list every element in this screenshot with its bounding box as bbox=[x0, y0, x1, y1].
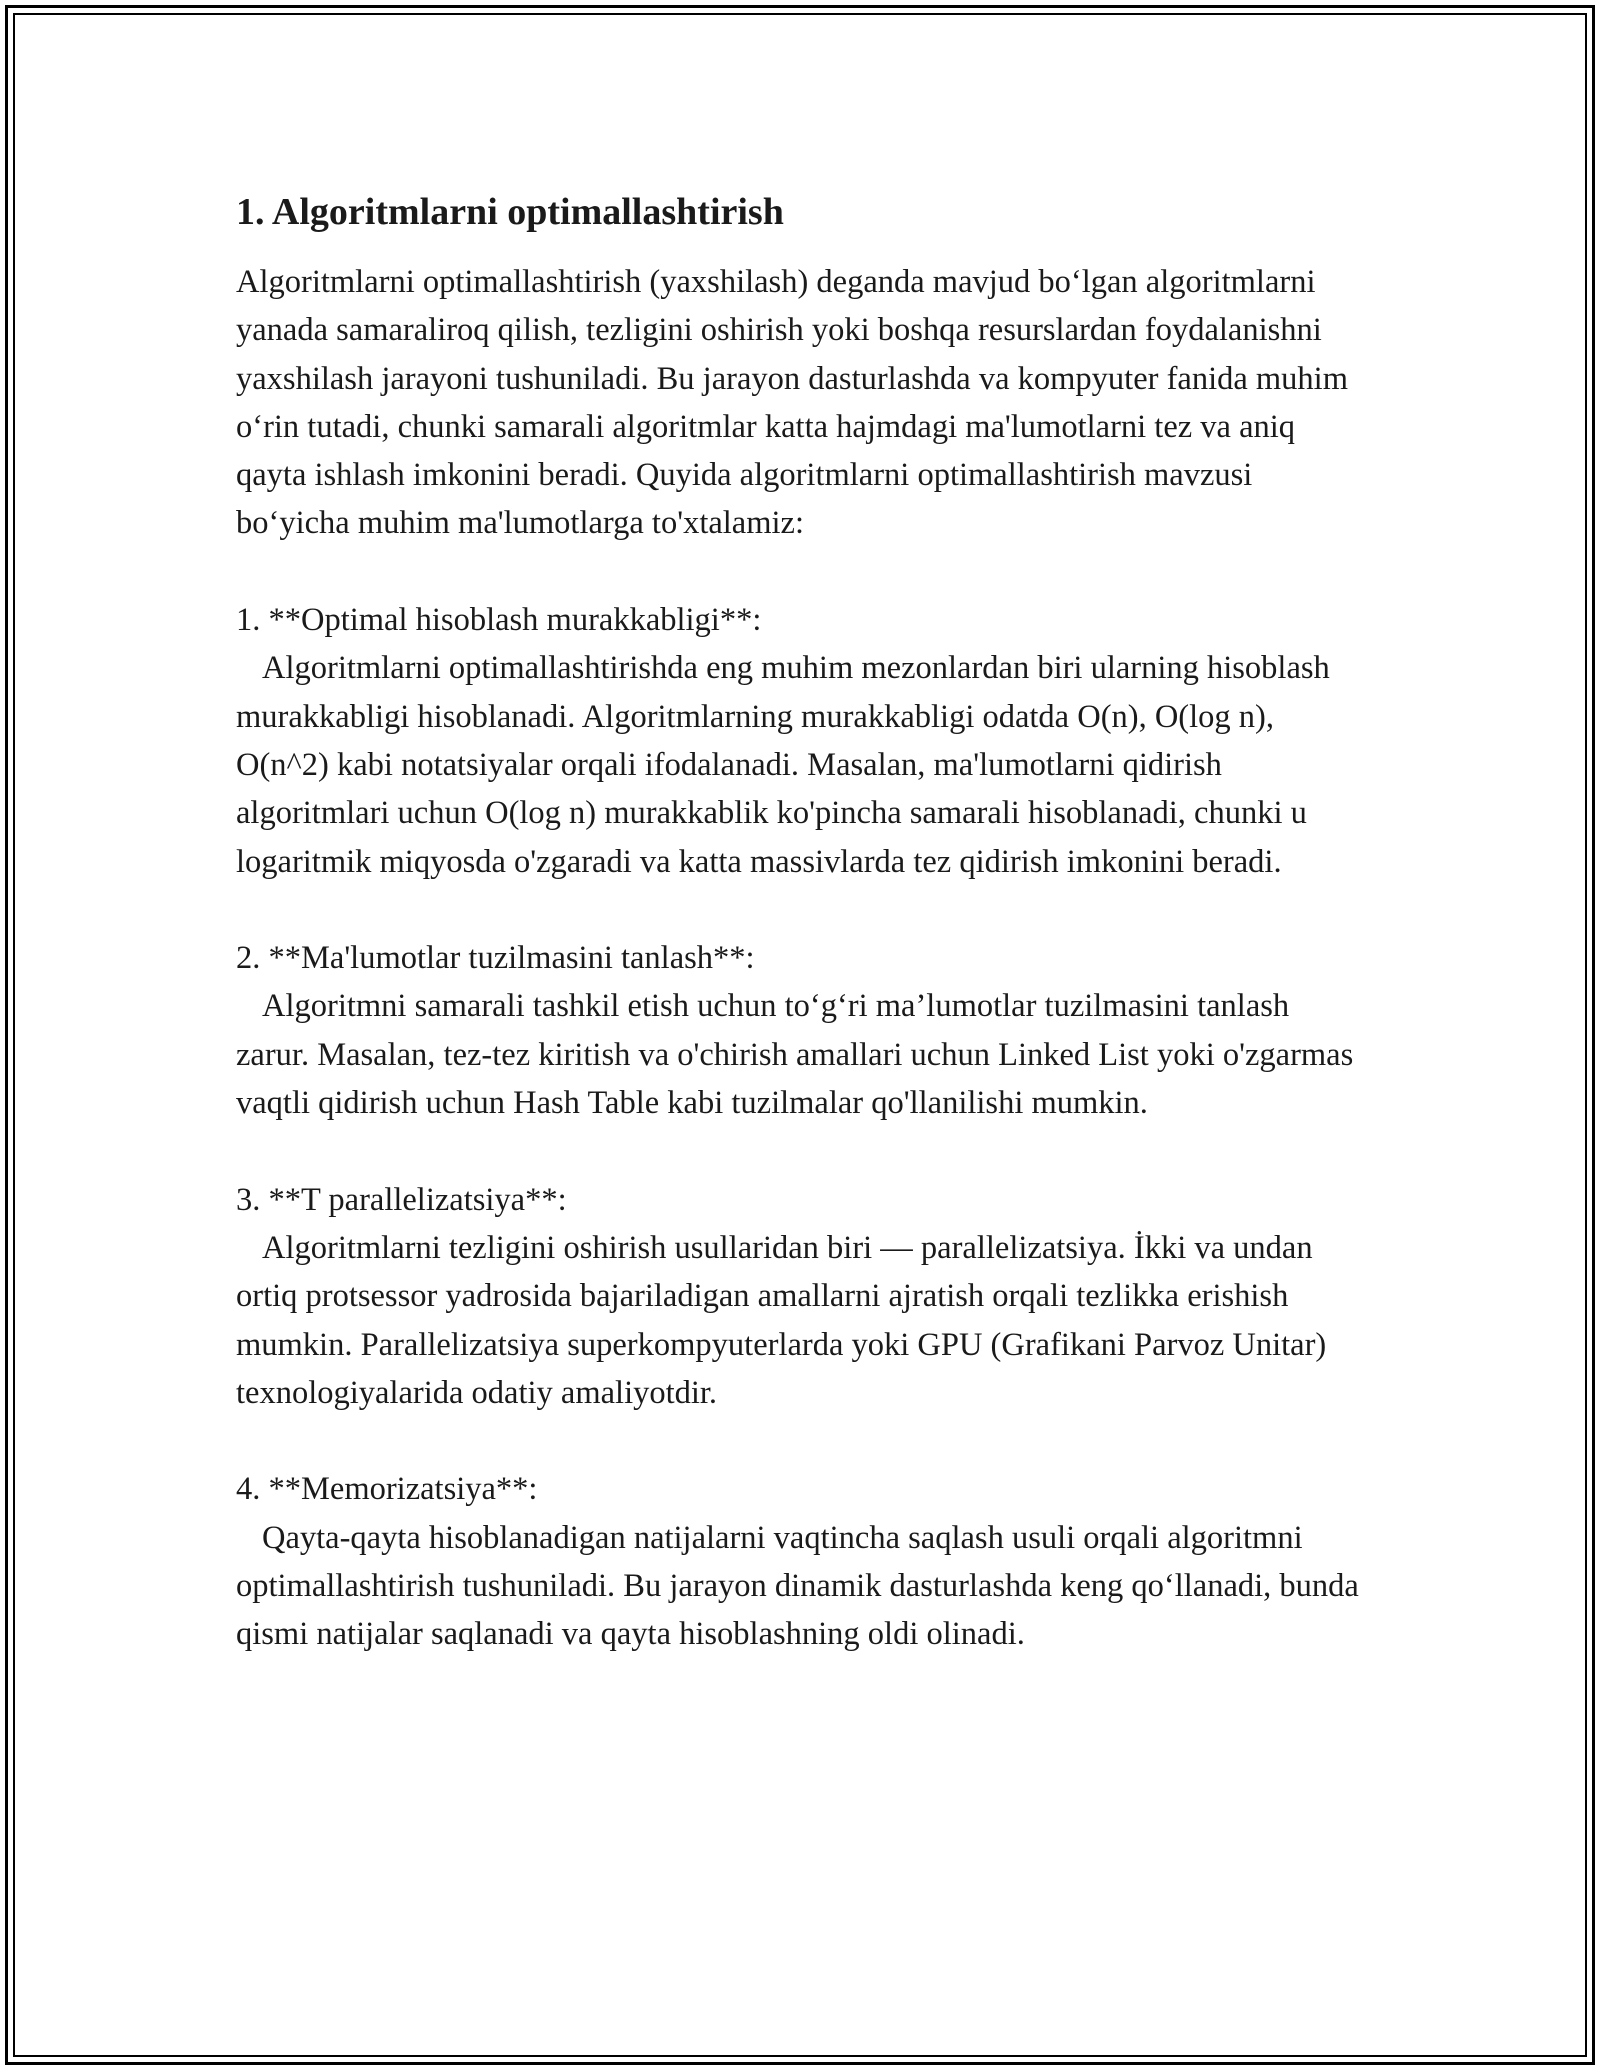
document-heading: 1. Algoritmlarni optimallashtirish bbox=[236, 191, 784, 233]
section-body: Algoritmlarni tezligini oshirish usullaridan biri — parallelizatsiya. İkki va undan ortiq protsessor yadrosida bajariladigan amallarni ajratish orqali tezlikka erishish mumkin. Parallelizatsiya superkompyuterlarda yoki GPU (Grafikani Parvoz Unitar) texnologiyalarida odatiy amaliyotdir. bbox=[236, 1229, 1327, 1411]
section-4 bbox=[236, 1465, 1366, 1658]
paragraph-gap bbox=[236, 1417, 1366, 1465]
section-title: 1. **Optimal hisoblash murakkabligi**: bbox=[236, 602, 762, 639]
section-title: 4. **Memorizatsiya**: bbox=[236, 1471, 538, 1508]
section-body: Algoritmlarni optimallashtirishda eng muhim mezonlardan biri ularning hisoblash murakkabligi hisoblanadi. Algoritmlarning murakkabligi odatda O(n), O(log n), O(n^2) kabi notatsiyalar orqali ifodalanadi. Masalan, ma'lumotlarni qidirish algoritmlari uchun O(log n) murakkablik ko'pincha samarali hisoblanadi, chunki u logaritmik miqyosda o'zgaradi va katta massivlarda tez qidirish imkonini beradi. bbox=[236, 650, 1330, 880]
document-body bbox=[236, 188, 1366, 1659]
section-body: Qayta-qayta hisoblanadigan natijalarni vaqtincha saqlash usuli orqali algoritmni optimallashtirish tushuniladi. Bu jarayon dinamik dasturlashda keng qo‘llanadi, bunda qismi natijalar saqlanadi va qayta hisoblashning oldi olinadi. bbox=[236, 1519, 1359, 1653]
section-2 bbox=[236, 934, 1366, 1127]
section-body: Algoritmni samarali tashkil etish uchun to‘g‘ri ma’lumotlar tuzilmasini tanlash zarur. Masalan, tez-tez kiritish va o'chirish amallari uchun Linked List yoki o'zgarmas vaqtli qidirish uchun Hash Table kabi tuzilmalar qo'llanilishi mumkin. bbox=[236, 988, 1354, 1122]
paragraph-gap bbox=[236, 886, 1366, 934]
section-1 bbox=[236, 596, 1366, 886]
paragraph-gap bbox=[236, 548, 1366, 596]
section-3 bbox=[236, 1176, 1366, 1417]
intro-paragraph: Algoritmlarni optimallashtirish (yaxshilash) deganda mavjud bo‘lgan algoritmlarni yanada samaraliroq qilish, tezligini oshirish yoki boshqa resurslardan foydalanishni yaxshilash jarayoni tushuniladi. Bu jarayon dasturlashda va kompyuter fanida muhim o‘rin tutadi, chunki samarali algoritmlar katta hajmdagi ma'lumotlarni tez va aniq qayta ishlash imkonini beradi. Quyida algoritmlarni optimallashtirish mavzusi bo‘yicha muhim ma'lumotlarga to'xtalamiz: bbox=[236, 264, 1348, 542]
section-title: 3. **T parallelizatsiya**: bbox=[236, 1181, 567, 1218]
paragraph-gap bbox=[236, 1127, 1366, 1175]
section-title: 2. **Ma'lumotlar tuzilmasini tanlash**: bbox=[236, 940, 755, 977]
